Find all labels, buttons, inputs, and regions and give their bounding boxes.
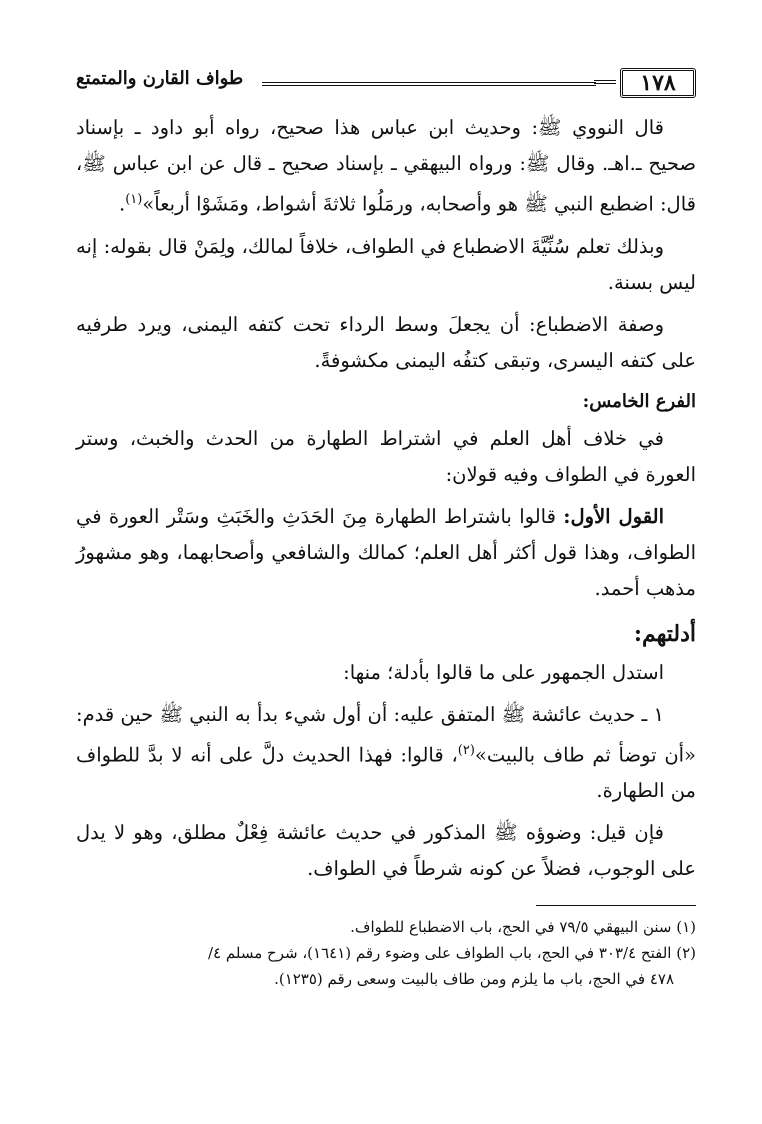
paragraph-text: قال النووي ﷺ: وحديث ابن عباس هذا صحيح، رواه أبو داود ـ بإسناد صحيح ـ.اهـ. وقال ﷺ: ورواه البيهقي ـ بإسناد صحيح ـ قال عن ابن عباس ﷺ، قال: اضطبع النبي ﷺ هو وأصحابه، ورمَلُوا ثلاثةَ أشواط، ومَشَوْا أربعاً»: [76, 116, 696, 216]
paragraph-evidence-intro: استدل الجمهور على ما قالوا بأدلة؛ منها:: [343, 660, 664, 684]
paragraph-first-opinion: [76, 499, 696, 607]
header-rule: [262, 82, 596, 86]
paragraph-dispute: في خلاف أهل العلم في اشتراط الطهارة من الحدث والخبث، وستر العورة في الطواف وفيه قولان:: [76, 426, 696, 486]
footnote-2: (٢) الفتح ٣٠٣/٤ في الحج، باب الطواف على وضوء رقم (١٦٤١)، شرح مسلم ٤/: [208, 944, 696, 962]
first-opinion-text: قالوا باشتراط الطهارة مِنَ الحَدَثِ والخَبَثِ وسَتْر العورة في الطواف، وهذا قول أكثر أهل العلم؛ كمالك والشافعي وأصحابهما، وهو مشهورُ مذهب أحمد.: [76, 504, 696, 600]
footnote-2-continuation: ٤٧٨ في الحج، باب ما يلزم ومن طاف بالبيت وسعى رقم (١٢٣٥).: [274, 970, 674, 988]
running-title: طواف القارن والمتمتع: [76, 68, 244, 89]
page-number: ١٧٨: [620, 68, 696, 98]
footnote-divider: [536, 905, 696, 906]
footnote-ref-1: (١): [125, 192, 143, 207]
page: [76, 62, 696, 1082]
section-heading-evidence: أدلتهم:: [633, 620, 696, 647]
aisha-hadith-end: ، قالوا: فهذا الحديث دلَّ على أنه لا بدَّ للطواف من الطهارة.: [76, 743, 696, 802]
paragraph-description: وصفة الاضطباع: أن يجعلَ وسط الرداء تحت كتفه اليمنى، ويرد طرفيه على كتفه اليسرى، وتبقى كتفُه اليمنى مكشوفةً.: [76, 312, 696, 372]
paragraph-objection: فإن قيل: وضوؤه ﷺ المذكور في حديث عائشة فِعْلٌ مطلق، وهو لا يدل على الوجوب، فضلاً عن كونه شرطاً في الطواف.: [76, 821, 696, 880]
paragraph-end: .: [119, 192, 126, 216]
section-heading-fifth-branch: الفرع الخامس:: [582, 390, 696, 412]
paragraph-aisha-hadith: [76, 697, 696, 810]
footnote-1: (١) سنن البيهقي ٧٩/٥ في الحج، باب الاضطباع للطواف.: [350, 918, 696, 936]
paragraph-nawawi: [76, 110, 696, 223]
paragraph-sunnah: وبذلك تعلم سُنِّيَّةَ الاضطباع في الطواف، خلافاً لمالك، ولِمَنْ قال بقوله: إنه ليس بسنة.: [76, 234, 696, 294]
header-rule-right: [594, 80, 616, 84]
page-header: [76, 62, 696, 110]
first-opinion-label: القول الأول:: [563, 504, 665, 528]
aisha-hadith-text: ١ ـ حديث عائشة ﷺ المتفق عليه: أن أول شيء بدأ به النبي ﷺ حين قدم: «أن توضأ ثم طاف بالبيت»: [76, 702, 696, 766]
footnote-ref-2: (٢): [457, 742, 475, 758]
